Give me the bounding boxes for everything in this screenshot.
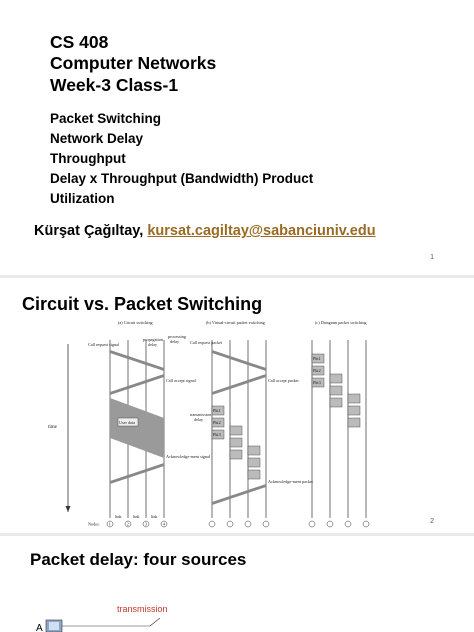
transmission-label: transmission (117, 604, 168, 614)
call-accept-packet-label: Call accept packet (268, 378, 299, 383)
course-code: CS 408 (50, 32, 109, 52)
switching-diagram (0, 278, 474, 533)
slide-title: Packet delay: four sources (30, 550, 247, 569)
node-number: 1 (108, 521, 111, 527)
call-accept-signal-label: Call accept signal (166, 378, 196, 383)
delay-diagram (0, 536, 474, 632)
link-label: link (151, 514, 158, 519)
nodes-label: Nodes: (88, 521, 100, 527)
panel-b-node-circles (209, 521, 269, 527)
slide-3 (0, 536, 474, 632)
packet-label: Pkt2 (313, 368, 321, 373)
computer-icon (46, 620, 62, 632)
link-label: link (133, 514, 140, 519)
propagation-label: propagation (143, 337, 164, 342)
page-number: 2 (430, 518, 434, 525)
week-class: Week-3 Class-1 (50, 75, 179, 95)
link-line (150, 618, 160, 626)
node-a-label: A (36, 623, 43, 632)
page-number: 1 (430, 254, 434, 261)
processing-label: processing (168, 334, 186, 339)
slide-2 (0, 278, 474, 533)
packet-label: Pkt3 (313, 380, 321, 385)
time-label: time (48, 425, 57, 430)
transmission-delay-label: delay (194, 417, 204, 422)
panel-a-signals (110, 350, 164, 484)
slide-1 (0, 0, 474, 275)
panel-b-packets (212, 406, 260, 479)
author-email-link[interactable]: kursat.cagiltay@sabanciuniv.edu (147, 223, 376, 239)
panel-c-packets (312, 354, 360, 427)
propagation-delay-label: delay (148, 342, 158, 347)
author-line (34, 223, 376, 239)
packet-label: Pkt3 (213, 432, 221, 437)
node-number: 3 (144, 521, 147, 527)
topic-item: Utilization (50, 191, 115, 206)
packet-label: Pkt1 (313, 356, 321, 361)
topic-item: Network Delay (50, 131, 144, 146)
packet-label: Pkt2 (213, 420, 221, 425)
slide-title: Circuit vs. Packet Switching (22, 294, 263, 314)
author-name: Kürşat Çağıltay, (34, 223, 144, 239)
node-number: 2 (126, 521, 129, 527)
ack-packet-label: Acknowledge-ment packet (268, 479, 313, 484)
packet-label: Pkt1 (213, 408, 221, 413)
processing-delay-label: delay (170, 339, 180, 344)
time-arrow (66, 506, 71, 512)
panel-a-node-circles (107, 521, 167, 527)
panel-b-caption: (b) Virtual-circuit packet switching (206, 320, 265, 325)
call-request-packet-label: Call request packet (190, 340, 223, 345)
link-label: link (115, 514, 122, 519)
node-number: 4 (162, 521, 165, 527)
panel-a-caption: (a) Circuit switching (118, 320, 153, 325)
transmission-label: transmission (190, 412, 212, 417)
call-request-signal-label: Call request signal (88, 342, 120, 347)
panel-c-caption: (c) Datagram packet switching (315, 320, 367, 325)
panel-c-node-circles (309, 521, 369, 527)
user-data-label: User data (119, 420, 135, 425)
ack-signal-label: Acknowledge-ment signal (166, 454, 211, 459)
topic-item: Delay x Throughput (Bandwidth) Product (50, 171, 314, 186)
topic-item: Throughput (50, 151, 126, 166)
topic-item: Packet Switching (50, 111, 162, 126)
course-name: Computer Networks (50, 53, 217, 73)
